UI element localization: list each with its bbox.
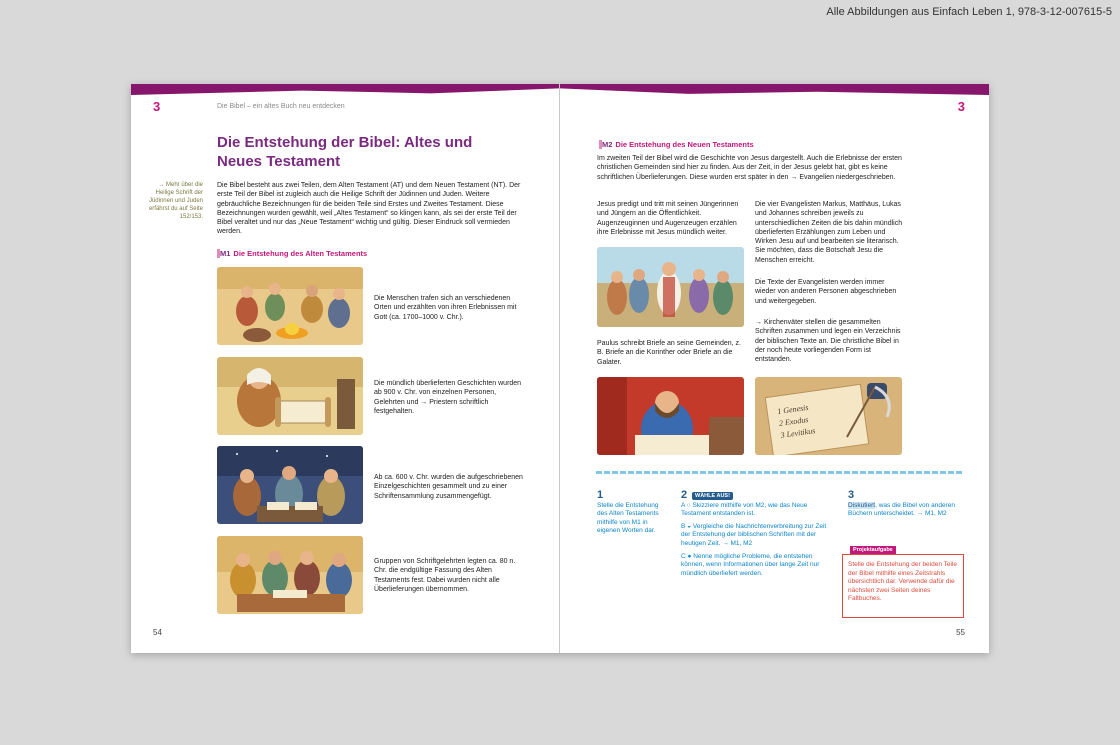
image-credit-caption: Alle Abbildungen aus Einfach Leben 1, 978-3-12-007615-5 xyxy=(826,6,1112,18)
left-page xyxy=(131,84,560,653)
page-number: 55 xyxy=(956,628,965,637)
task-number: 3 xyxy=(848,489,855,501)
m2-col-right-1: Die vier Evangelisten Markus, Matthäus, Lukas und Johannes schreiben jeweils zu unterschiedlichen Zeiten die bis dahin mündlich überlieferten Erzählungen zum Leben und Wirken Jesu auf und bearbeiten sie literarisch. Sie möchten, dass die Botschaft Jesu die Menschen erreicht. xyxy=(755,201,903,264)
m1-illustration-storytelling xyxy=(217,267,363,345)
right-page xyxy=(560,84,989,653)
m1-illustration-collection xyxy=(217,446,363,524)
task-3-highlight: Diskutiert xyxy=(848,501,876,509)
header-band xyxy=(560,84,989,95)
margin-note: → Mehr über die Heilige Schrift der Jüdinnen und Juden erfährst du auf Seite 152/153. xyxy=(148,182,203,220)
chapter-number: 3 xyxy=(153,99,161,114)
m2-col-left-top: Jesus predigt und tritt mit seinen Jüngerinnen und Jüngern an die Öffentlichkeit. Augenzeuginnen und Augenzeugen erzählen ihre Erlebnisse mit Jesus mündlich weiter. xyxy=(597,201,739,236)
m1-panel-text: Gruppen von Schriftgelehrten legten ca. 80 n. Chr. die endgültige Fassung des Alten Testaments fest. Dabei wurden nicht alle Überlieferungen übernommen. xyxy=(374,558,516,593)
page-title: Die Entstehung der Bibel: Altes und Neues Testament xyxy=(217,134,473,170)
running-head: Die Bibel – ein altes Buch neu entdecken xyxy=(217,103,345,110)
m1-panel-text: Ab ca. 600 v. Chr. wurden die aufgeschriebenen Einzelgeschichten gesammelt und zu einer Schriftensammlung zusammengefügt. xyxy=(374,474,523,500)
m1-illustration-scribes-council xyxy=(217,536,363,614)
m1-illustration-scribe xyxy=(217,357,363,435)
task-2 xyxy=(681,491,831,578)
task-number: 2 xyxy=(681,489,688,501)
task-1 xyxy=(597,491,661,536)
task-3-text: , was die Bibel von anderen Büchern unterscheidet. → M1, M2 xyxy=(848,501,955,518)
m2-col-right-3: → Kirchenväter stellen die gesammelten Schriften zusammen und legen ein Verzeichnis der biblischen Texte an. Die christliche Bibel in der noch heute vorliegenden Form ist entstanden. xyxy=(755,319,901,364)
m1-panel-text: Die mündlich überlieferten Geschichten wurden ab 900 v. Chr. von einzelnen Personen, Gelehrten und → Priestern schriftlich festgehalten. xyxy=(374,380,522,415)
header-band xyxy=(131,84,559,95)
task-3 xyxy=(848,491,966,519)
tasks-divider xyxy=(596,471,964,474)
m2-col-left-bottom: Paulus schreibt Briefe an seine Gemeinden, z. B. Briefe an die Korinther oder Briefe an die Galater. xyxy=(597,340,741,366)
m1-panel-text: Die Menschen trafen sich an verschiedenen Orten und erzählten von ihren Erlebnissen mit Gott (ca. 1700–1000 v. Chr.). xyxy=(374,295,517,321)
m2-heading xyxy=(602,140,754,149)
scroll-line: 2 Exodus xyxy=(778,414,809,428)
m2-illustration-paulus-writing xyxy=(597,377,744,455)
m1-title: Die Entstehung des Alten Testaments xyxy=(233,249,368,258)
project-task-text: Stelle die Entstehung der beiden Teile der Bibel mithilfe eines Zeitstrahls übersichtlich dar. Verwende dafür die nächsten zwei Seiten deines Faltbuches. xyxy=(848,561,958,603)
m1-heading xyxy=(220,249,367,258)
m2-illustration-jesus-preaching xyxy=(597,247,744,327)
m2-col-right-2: Die Texte der Evangelisten werden immer wieder von anderen Personen abgeschrieben und weitergegeben. xyxy=(755,279,897,305)
task-2b: B ◒ Vergleiche die Nachrichtenverbreitung zur Zeit der Entstehung der biblischen Schriften mit der heutigen Zeit. → M1, M2 xyxy=(681,522,827,547)
page-number: 54 xyxy=(153,628,162,637)
m2-title: Die Entstehung des Neuen Testaments xyxy=(615,140,754,149)
task-number: 1 xyxy=(597,489,604,501)
m1-tag: M1 xyxy=(220,249,231,258)
task-2a: A ○ Skizziere mithilfe von M2, wie das Neue Testament entstanden ist. xyxy=(681,501,808,518)
scroll-line: 1 Genesis xyxy=(776,402,809,417)
scroll-line: 3 Levitikus xyxy=(780,426,816,440)
task-2c: C ● Nenne mögliche Probleme, die entstehen können, wenn Informationen über lange Zeit nur mündlich überliefert werden. xyxy=(681,552,820,577)
m2-illustration-scroll xyxy=(755,377,902,455)
chapter-number: 3 xyxy=(957,99,965,114)
m2-intro: Im zweiten Teil der Bibel wird die Geschichte von Jesus dargestellt. Auch die Erlebnisse der ersten christlichen Gemeinden sind hier zu finden. Aus der Zeit, in der Jesus gelebt hat, gibt es keine schriftlichen Überlieferungen. Diese wurden erst später in den → Evangelien niedergeschrieben. xyxy=(597,155,902,181)
task-1-text: Stelle die Entstehung des Alten Testaments mithilfe von M1 in eigenen Worten dar. xyxy=(597,501,659,535)
m2-tag: M2 xyxy=(602,140,613,149)
project-task-badge: Projektaufgabe xyxy=(850,546,896,554)
intro-paragraph: Die Bibel besteht aus zwei Teilen, dem Alten Testament (AT) und dem Neuen Testament (NT). Der erste Teil der Bibel ist zugleich auch die Heilige Schrift der Jüdinnen und Juden. Weitere gebräuchliche Bezeichnungen für die beiden Teile sind Erstes und Zweites Testament. Diese Bezeichnungen wurden gewählt, weil „Altes Testament“ so klingen kann, als sei der erste Teil der Bibel veraltet und nur das „Neue Testament“ wichtig und gültig. Dieser Eindruck soll vermieden werden. xyxy=(217,182,521,236)
textbook-spread xyxy=(131,84,989,653)
choose-badge: WÄHLE AUS! xyxy=(692,492,733,500)
